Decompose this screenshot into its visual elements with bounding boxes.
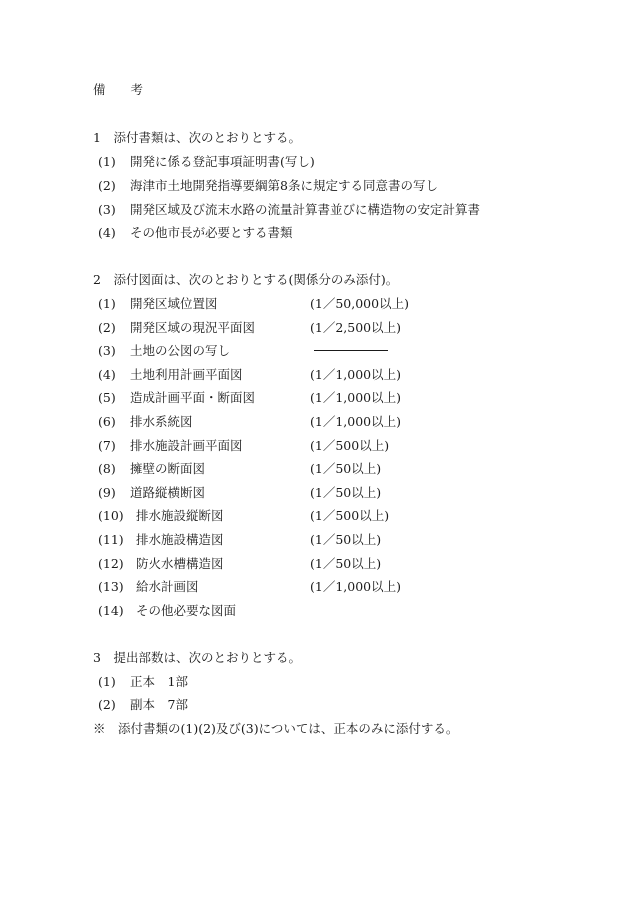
section1-item-text: 開発区域及び流末水路の流量計算書並びに構造物の安定計算書: [130, 202, 481, 217]
section2-item-scale: (1／50以上): [310, 556, 382, 571]
section2-item-text: 開発区域の現況平面図: [130, 320, 256, 335]
section1-item-text: 開発に係る登記事項証明書(写し): [130, 154, 315, 169]
section2-item-num: (2): [98, 320, 116, 335]
section2-item-scale: (1／1,000以上): [310, 414, 401, 429]
section2-item-text: 排水施設計画平面図: [130, 438, 243, 453]
section2-item-text: 土地の公図の写し: [130, 343, 231, 358]
section2-item-num: (14): [98, 603, 124, 618]
section2-item-scale: (1／50,000以上): [310, 296, 409, 311]
section2-item-num: (12): [98, 556, 124, 571]
section2-item-text: 給水計画図: [136, 579, 199, 594]
section2-item-num: (7): [98, 438, 116, 453]
section3-item-text: 副本 7部: [130, 697, 188, 712]
section2-item-text: 排水施設縦断図: [136, 508, 224, 523]
section2-item-text: 開発区域位置図: [130, 296, 218, 311]
section2-item-text: 造成計画平面・断面図: [130, 390, 256, 405]
section3-item-num: (1): [98, 674, 116, 689]
section1-item-num: (3): [98, 202, 116, 217]
section2-item-scale: (1／1,000以上): [310, 367, 401, 382]
section2-item-scale: (1／1,000以上): [310, 390, 401, 405]
section1-title: 1 添付書類は、次のとおりとする。: [93, 130, 301, 145]
section2-item-text: 排水系統図: [130, 414, 193, 429]
section2-title: 2 添付図面は、次のとおりとする(関係分のみ添付)。: [93, 272, 399, 287]
section2-item-scale: (1／50以上): [310, 532, 382, 547]
section2-item-text: 排水施設構造図: [136, 532, 224, 547]
section1-item-text: その他市長が必要とする書類: [130, 225, 293, 240]
section2-item-text: 擁壁の断面図: [130, 461, 206, 476]
section2-item-num: (9): [98, 485, 116, 500]
section2-item-num: (3): [98, 343, 116, 358]
section1-item-text: 海津市土地開発指導要綱第8条に規定する同意書の写し: [130, 178, 438, 193]
section1-item-num: (1): [98, 154, 116, 169]
section2-item-num: (11): [98, 532, 124, 547]
section1-item-num: (2): [98, 178, 116, 193]
section2-item-scale: (1／2,500以上): [310, 320, 401, 335]
section2-item-text: 土地利用計画平面図: [130, 367, 243, 382]
section2-item-text: その他必要な図面: [136, 603, 237, 618]
section2-item-num: (1): [98, 296, 116, 311]
section3-item-text: 正本 1部: [130, 674, 188, 689]
section2-item-num: (13): [98, 579, 124, 594]
section2-item-scale: (1／1,000以上): [310, 579, 401, 594]
section2-item-text: 防火水槽構造図: [136, 556, 224, 571]
section3-title: 3 提出部数は、次のとおりとする。: [93, 650, 301, 665]
section2-item-scale: (1／50以上): [310, 485, 382, 500]
scale-not-applicable-dash: [314, 350, 388, 351]
section2-item-scale: (1／500以上): [310, 438, 390, 453]
section2-item-scale: (1／50以上): [310, 461, 382, 476]
section2-item-num: (10): [98, 508, 124, 523]
section1-item-num: (4): [98, 225, 116, 240]
section2-item-text: 道路縦横断図: [130, 485, 206, 500]
note: ※ 添付書類の(1)(2)及び(3)については、正本のみに添付する。: [93, 721, 459, 736]
section2-item-num: (5): [98, 390, 116, 405]
section2-item-num: (4): [98, 367, 116, 382]
section3-item-num: (2): [98, 697, 116, 712]
section2-item-scale: (1／500以上): [310, 508, 390, 523]
heading: 備 考: [93, 82, 144, 97]
section2-item-num: (8): [98, 461, 116, 476]
section2-item-num: (6): [98, 414, 116, 429]
